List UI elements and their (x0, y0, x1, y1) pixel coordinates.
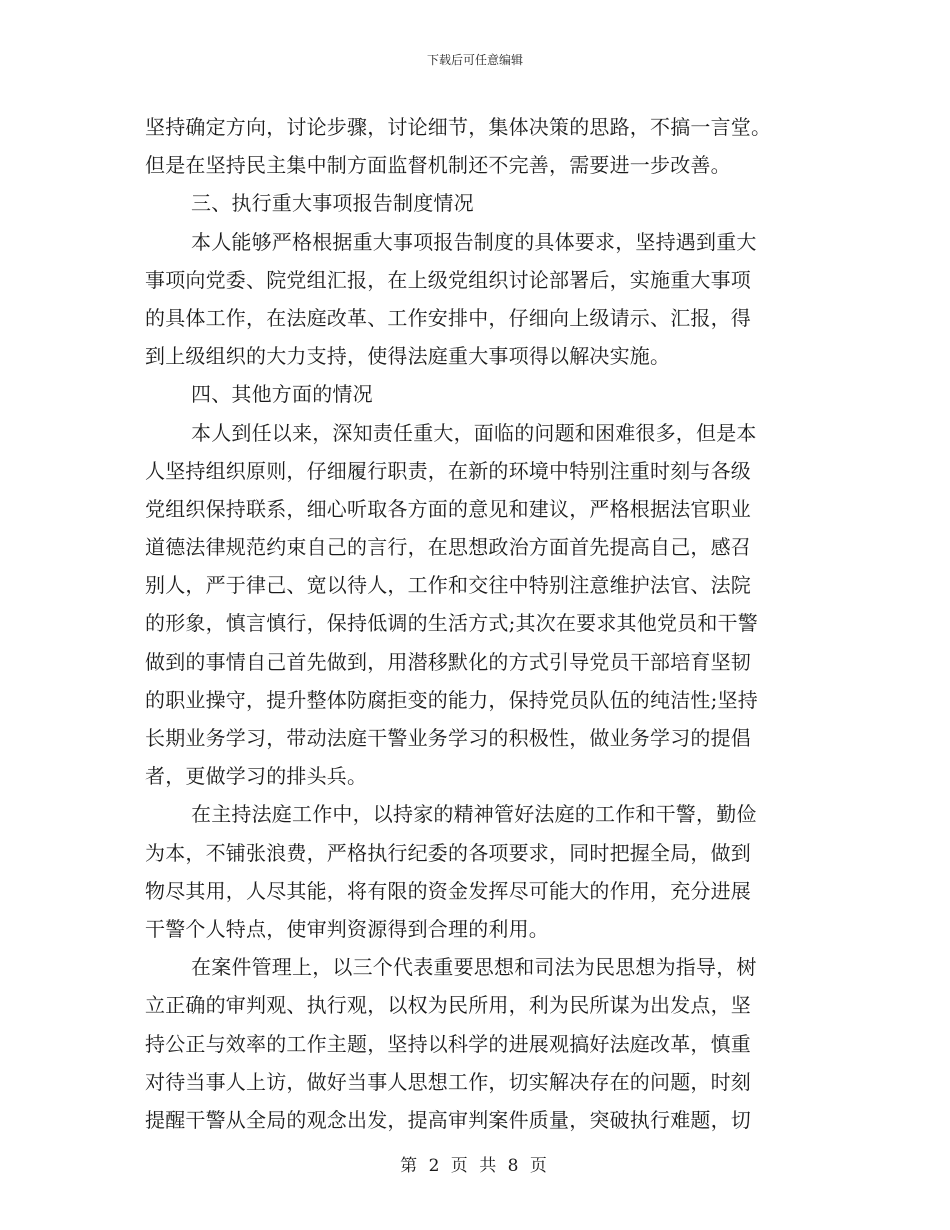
text-line: 人坚持组织原则，仔细履行职责，在新的环境中特别注重时刻与各级 (145, 458, 751, 483)
text-line: 立正确的审判观、执行观，以权为民所用，利为民所谋为出发点，坚 (145, 993, 751, 1018)
text-line: 事项向党委、院党组汇报，在上级党组织讨论部署后，实施重大事项 (145, 267, 751, 292)
text-line: 别人，严于律己、宽以待人，工作和交往中特别注意维护法官、法院 (145, 573, 751, 598)
text-line: 长期业务学习，带动法庭干警业务学习的积极性，做业务学习的提倡 (145, 726, 751, 750)
text-line: 的具体工作，在法庭改革、工作安排中，仔细向上级请示、汇报，得 (145, 305, 751, 330)
text-line: 三、执行重大事项报告制度情况 (191, 191, 474, 216)
text-line: 对待当事人上访，做好当事人思想工作，切实解决存在的问题，时刻 (145, 1069, 751, 1094)
text-line: 本人能够严格根据重大事项报告制度的具体要求，坚持遇到重大 (191, 229, 757, 254)
text-line: 在案件管理上，以三个代表重要思想和司法为民思想为指导，树 (191, 955, 757, 980)
text-line: 但是在坚持民主集中制方面监督机制还不完善，需要进一步改善。 (145, 153, 731, 178)
text-line: 持公正与效率的工作主题，坚持以科学的进展观搞好法庭改革，慎重 (145, 1031, 751, 1056)
text-line: 提醒干警从全局的观念出发，提高审判案件质量，突破执行难题，切 (145, 1107, 751, 1132)
page-number-footer: 第 2 页 共 8 页 (400, 1156, 550, 1176)
text-line: 为本，不铺张浪费，严格执行纪委的各项要求，同时把握全局，做到 (145, 840, 751, 865)
text-line: 到上级组织的大力支持，使得法庭重大事项得以解决实施。 (145, 344, 671, 369)
text-line: 坚持确定方向，讨论步骤，讨论细节，集体决策的思路，不搞一言堂。 (145, 115, 772, 139)
text-line: 做到的事情自己首先做到，用潜移默化的方式引导党员干部培育坚韧 (145, 649, 751, 674)
text-line: 的职业操守，提升整体防腐拒变的能力，保持党员队伍的纯洁性;坚持 (145, 687, 758, 712)
text-line: 干警个人特点，使审判资源得到合理的利用。 (145, 916, 549, 941)
text-line: 四、其他方面的情况 (191, 382, 373, 407)
text-line: 道德法律规范约束自己的言行，在思想政治方面首先提高自己，感召 (145, 535, 751, 560)
document-body (145, 108, 805, 1139)
text-line: 在主持法庭工作中，以持家的精神管好法庭的工作和干警，勤俭 (191, 802, 757, 827)
page-header: 下载后可任意编辑 (426, 53, 523, 67)
text-line: 物尽其用，人尽其能，将有限的资金发挥尽可能大的作用，充分进展 (145, 878, 751, 903)
text-line: 党组织保持联系，细心听取各方面的意见和建议，严格根据法官职业 (145, 496, 751, 521)
text-line: 的形象，慎言慎行，保持低调的生活方式;其次在要求其他党员和干警 (145, 611, 758, 636)
text-line: 本人到任以来，深知责任重大，面临的问题和困难很多，但是本 (191, 420, 757, 445)
text-line: 者，更做学习的排头兵。 (145, 764, 368, 789)
